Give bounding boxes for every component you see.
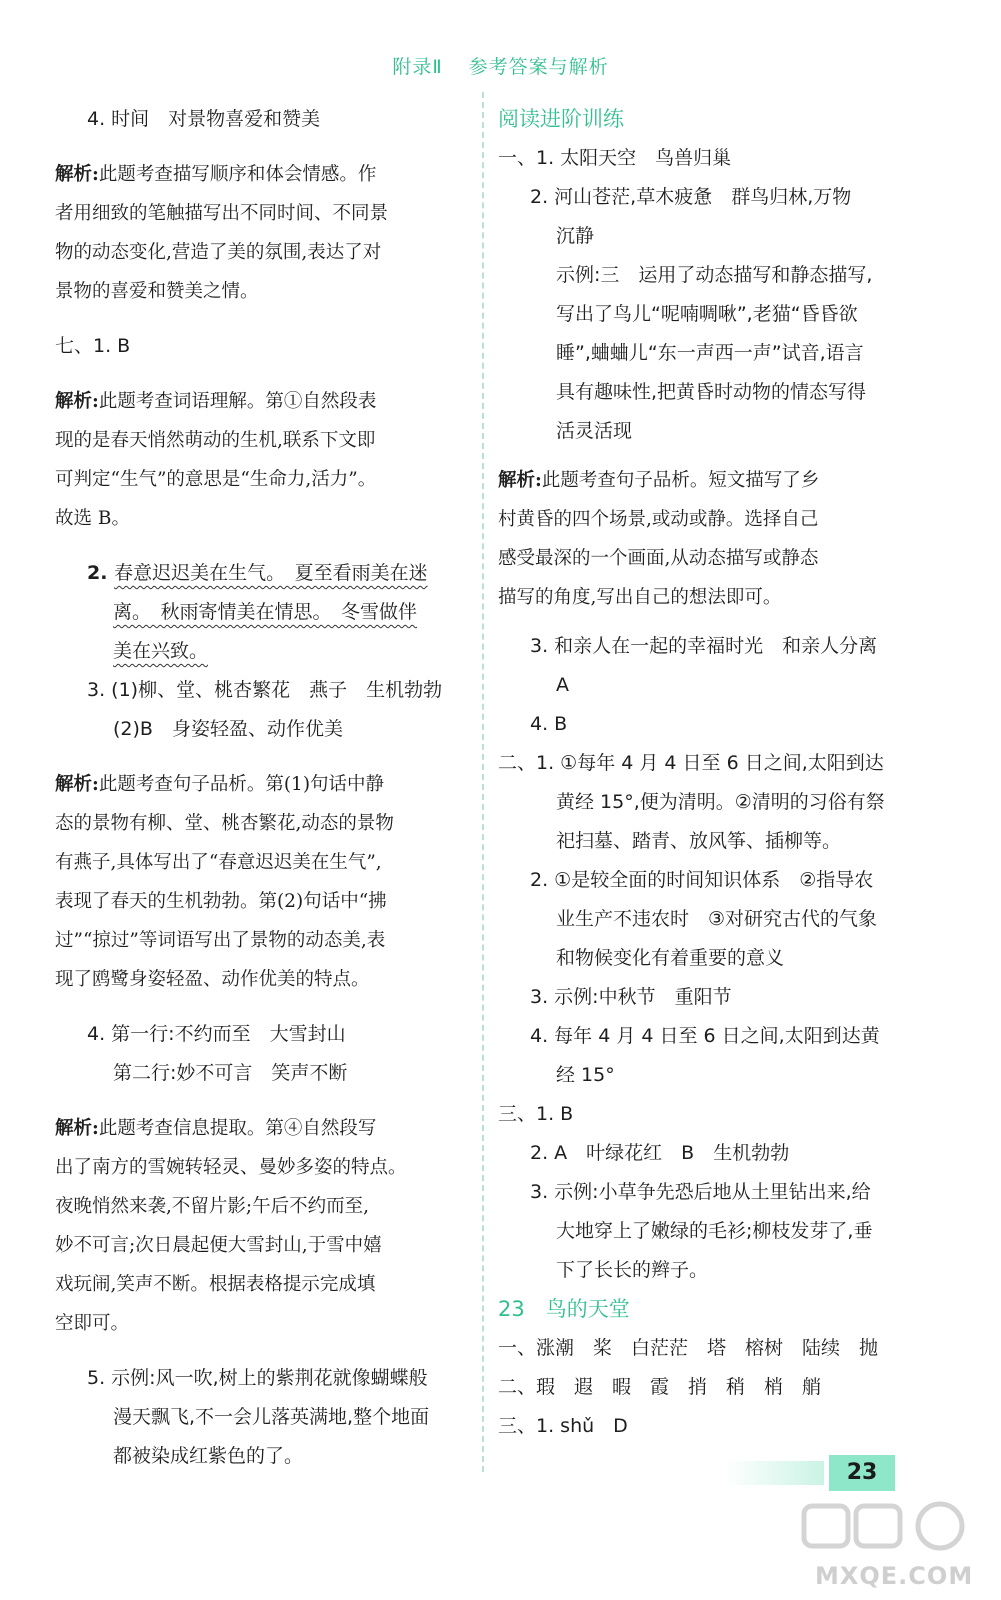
- analysis-line: 态的景物有柳、堂、桃杏繁花,动态的景物: [55, 813, 394, 834]
- page-number-decoration: [724, 1461, 824, 1485]
- answer-line-underlined: 2. 春意迟迟美在生气。 夏至看雨美在迷: [87, 562, 428, 584]
- answer-line: 二、1. ①每年 4 月 4 日至 6 日之间,太阳到达: [498, 752, 884, 774]
- analysis-line: 物的动态变化,营造了美的氛围,表达了对: [55, 242, 382, 263]
- right-column: [498, 100, 918, 1446]
- header-title: 参考答案与解析: [468, 56, 609, 78]
- analysis-line: 出了南方的雪婉转轻灵、曼妙多姿的特点。: [55, 1157, 407, 1178]
- analysis-label: 解析:: [55, 391, 99, 412]
- analysis-line: 描写的角度,写出自己的想法即可。: [498, 587, 782, 608]
- analysis-line: 现的是春天悄然萌动的生机,联系下文即: [55, 430, 376, 451]
- spacer: [55, 749, 465, 765]
- answer-line: 2. ①是较全面的时间知识体系 ②指导农: [530, 869, 874, 891]
- analysis-line: 过”“掠过”等词语写出了景物的动态美,表: [55, 930, 386, 951]
- answer-line: 2. A 叶绿花红 B 生机勃勃: [530, 1142, 790, 1164]
- answer-line: 3. (1)柳、堂、桃杏繁花 燕子 生机勃勃: [87, 679, 443, 701]
- analysis-line: 故选 B。: [55, 508, 130, 529]
- answer-line: (2)B 身姿轻盈、动作优美: [113, 718, 343, 740]
- left-column: [55, 100, 465, 1476]
- spacer: [55, 311, 465, 327]
- analysis-label: 解析:: [55, 1118, 99, 1139]
- header-appendix: 附录Ⅱ: [392, 56, 443, 78]
- spacer: [498, 451, 918, 461]
- analysis-line: 表现了春天的生机勃勃。第(2)句话中“拂: [55, 891, 387, 912]
- spacer: [55, 139, 465, 155]
- watermark-text: MXQE.COM: [815, 1562, 974, 1590]
- analysis-line: 空即可。: [55, 1313, 130, 1334]
- analysis-line: 感受最深的一个画面,从动态描写或静态: [498, 548, 819, 569]
- answer-line: 4. 每年 4 月 4 日至 6 日之间,太阳到达黄: [530, 1025, 880, 1047]
- analysis-line: 解析:此题考查描写顺序和体会情感。作: [55, 164, 377, 185]
- spacer: [55, 1093, 465, 1109]
- answer-line: A: [556, 674, 569, 696]
- analysis-line: 戏玩闹,笑声不断。根据表格提示完成填: [55, 1274, 376, 1295]
- answer-line: 一、涨潮 桨 白茫茫 塔 榕树 陆续 抛: [498, 1337, 879, 1359]
- page-header: [0, 52, 1001, 79]
- analysis-line: 村黄昏的四个场景,或动或静。选择自己: [498, 509, 819, 530]
- answer-line: 具有趣味性,把黄昏时动物的情态写得: [556, 381, 867, 403]
- spacer: [55, 538, 465, 554]
- answer-line: 都被染成红紫色的了。: [113, 1445, 304, 1467]
- answer-line: 3. 和亲人在一起的幸福时光 和亲人分离: [530, 635, 878, 657]
- answer-line: 活灵活现: [556, 420, 633, 442]
- answer-line: 三、1. shǔ D: [498, 1415, 628, 1437]
- analysis-label: 解析:: [55, 164, 99, 185]
- answer-line: 一、1. 太阳天空 鸟兽归巢: [498, 147, 732, 169]
- answer-line: 三、1. B: [498, 1103, 574, 1125]
- answer-line: 4. 时间 对景物喜爱和赞美: [87, 108, 321, 130]
- spacer: [55, 1343, 465, 1359]
- answer-line: 业生产不违农时 ③对研究古代的气象: [556, 908, 878, 930]
- answer-line: 漫天飘飞,不一会儿落英满地,整个地面: [113, 1406, 430, 1428]
- answer-line-underlined: 离。 秋雨寄情美在情思。 冬雪做伴: [113, 601, 418, 623]
- answer-line: 第二行:妙不可言 笑声不断: [113, 1062, 348, 1084]
- answer-line: 3. 示例:中秋节 重阳节: [530, 986, 732, 1008]
- section-title: 阅读进阶训练: [498, 107, 624, 131]
- answer-line: 和物候变化有着重要的意义: [556, 947, 785, 969]
- answer-line: 睡”,蛐蛐儿“东一声西一声”试音,语言: [556, 342, 864, 364]
- answer-line: 2. 河山苍茫,草木疲惫 群鸟归林,万物: [530, 186, 852, 208]
- analysis-line: 解析:此题考查句子品析。短文描写了乡: [498, 470, 820, 491]
- spacer: [55, 366, 465, 382]
- answer-line: 4. 第一行:不约而至 大雪封山: [87, 1023, 346, 1045]
- answer-line: 示例:三 运用了动态描写和静态描写,: [556, 264, 873, 286]
- analysis-label: 解析:: [55, 774, 99, 795]
- analysis-line: 可判定“生气”的意思是“生命力,活力”。: [55, 469, 377, 490]
- spacer: [55, 999, 465, 1015]
- analysis-line: 解析:此题考查词语理解。第①自然段表: [55, 391, 377, 412]
- answer-line: 4. B: [530, 713, 568, 735]
- answer-line: 沉静: [556, 225, 595, 247]
- analysis-line: 妙不可言;次日晨起便大雪封山,于雪中嬉: [55, 1235, 382, 1256]
- analysis-line: 解析:此题考查句子品析。第(1)句话中静: [55, 774, 385, 795]
- answer-line: 5. 示例:风一吹,树上的紫荆花就像蝴蝶般: [87, 1367, 428, 1389]
- answer-line: 大地穿上了嫩绿的毛衫;柳枝发芽了,垂: [556, 1220, 873, 1242]
- answer-line-underlined: 美在兴致。: [113, 640, 209, 662]
- analysis-line: 解析:此题考查信息提取。第④自然段写: [55, 1118, 377, 1139]
- page-number: 23: [829, 1455, 895, 1491]
- answer-line: 写出了鸟儿“呢喃啁啾”,老猫“昏昏欲: [556, 303, 858, 325]
- answer-line: 黄经 15°,便为清明。②清明的习俗有祭: [556, 791, 885, 813]
- answer-line: 下了长长的辫子。: [556, 1259, 709, 1281]
- column-divider: [482, 92, 484, 1472]
- spacer: [498, 617, 918, 627]
- answer-line: 祀扫墓、踏青、放风筝、插柳等。: [556, 830, 842, 852]
- analysis-line: 夜晚悄然来袭,不留片影;午后不约而至,: [55, 1196, 369, 1217]
- analysis-label: 解析:: [498, 470, 542, 491]
- analysis-line: 现了鸥鹭身姿轻盈、动作优美的特点。: [55, 969, 370, 990]
- answer-line: 七、1. B: [55, 335, 131, 357]
- analysis-line: 有燕子,具体写出了“春意迟迟美在生气”,: [55, 852, 382, 873]
- section-title: 23 鸟的天堂: [498, 1297, 630, 1321]
- answer-line: 3. 示例:小草争先恐后地从土里钻出来,给: [530, 1181, 871, 1203]
- analysis-line: 景物的喜爱和赞美之情。: [55, 281, 259, 302]
- answer-line: 二、瑕 遐 暇 霞 捎 稍 梢 艄: [498, 1376, 822, 1398]
- analysis-line: 者用细致的笔触描写出不同时间、不同景: [55, 203, 389, 224]
- answer-line: 经 15°: [556, 1064, 615, 1086]
